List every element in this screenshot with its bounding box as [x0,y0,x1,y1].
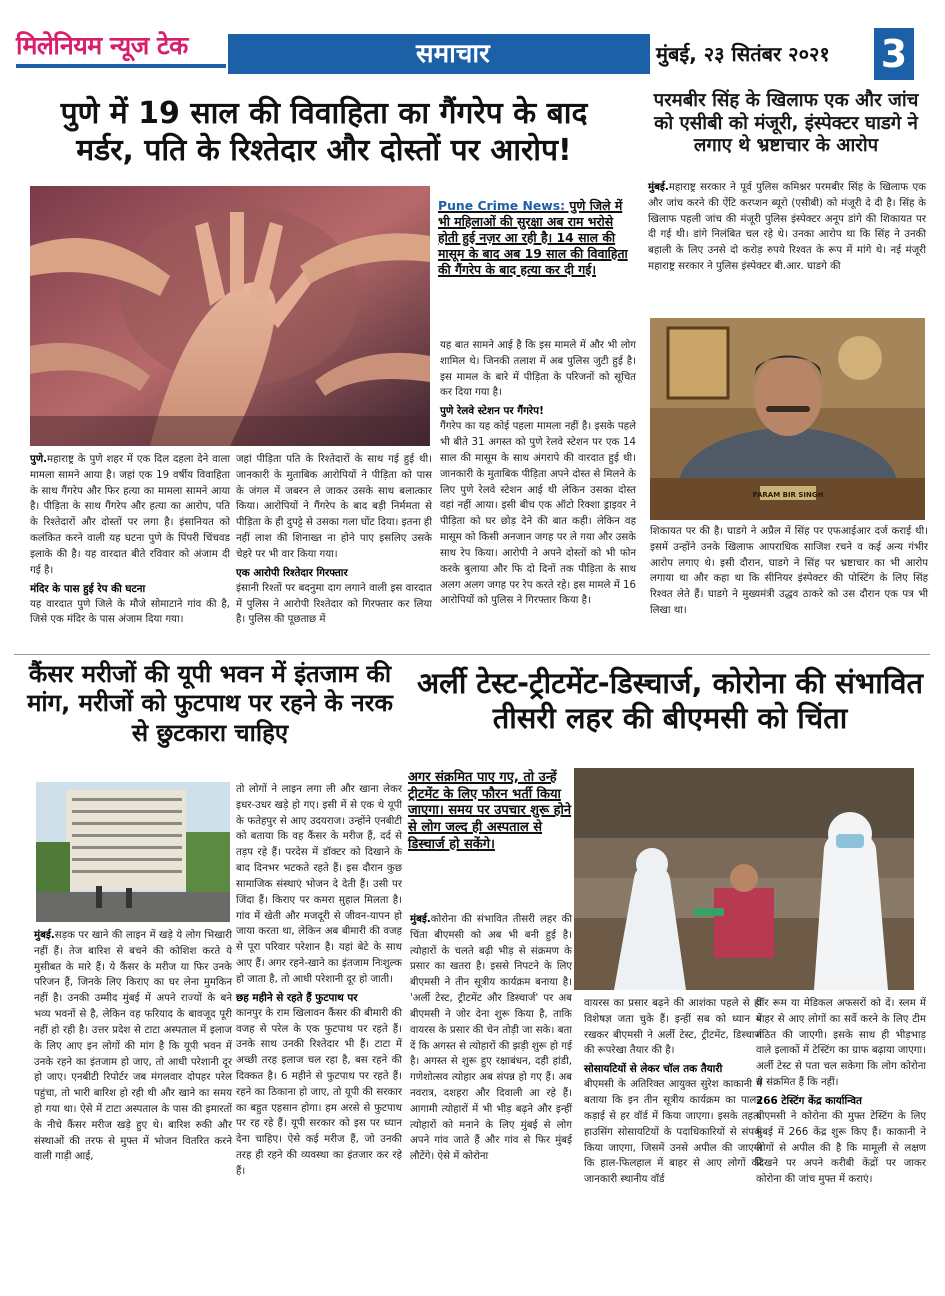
newspaper-brand: मिलेनियम न्यूज टेक [16,31,188,60]
nameplate: PARAM BIR SINGH [752,491,824,499]
main-kicker [438,198,634,277]
main-headline-line1: पुणे में 19 साल की विवाहिता का गैंगरेप के बाद [60,96,588,131]
corona-story-col3 [756,996,926,1188]
kicker-text: पुणे जिले में भी महिलाओं की सुरक्षा अब राम भरोसे होती हुई नज़र आ रही है। 14 साल की मासूम के बाद अब 19 साल की विवाहिता की गैंगरेप के बाद हत्या कर दी गई। [438,198,628,277]
cancer-headline: कैंसर मरीजों की यूपी भवन में इंतजाम की मांग, मरीजों को फुटपाथ पर रहने के नरक से छुटकारा चाहिए [27,660,393,747]
ppe-workers-photo [574,768,914,990]
side-story-photo [650,318,925,520]
corona-story-photo [574,768,914,990]
main-col3-subhead: पुणे रेलवे स्टेशन पर गैंगरेप! [440,405,544,418]
main-col1-subhead: मंदिर के पास हुई रेप की घटना [30,582,146,595]
main-col3-p1: यह बात सामने आई है कि इस मामले में और भी लोग शामिल थे। जिनकी तलाश में अब पुलिस जुटी हुई है। इस मामल के बारे में पीड़िता के परिजनों को सूचित कर दिया गया है। [440,340,636,399]
officer-portrait [650,318,925,520]
corona-col1-p1: कोरोना की संभावित तीसरी लहर की चिंता बीएमसी को अब भी बनी हुई है। त्योहारों के चलते बढ़ी भीड़ से संक्रमण के प्रसार का खतरा है। इससे निपटने के लिए बीएमसी ने तीन सूत्रीय कार्यक्रम बनाया है। 'अर्ली टेस्ट, ट्रीटमेंट और डिस्चार्ज' पर अब बीएमसी ने जोर देना शुरू किया है, ताकि वायरस के प्रसार की चेन तोड़ी जा सके। बता दें कि अगस्त से त्योहारों की झड़ी शुरू हो गई है। अगस्त से शुरू हुए रक्षाबंधन, दही हांडी, गणेशोत्सव त्योहार अब संपन्न हो गए हैं। अब नवरात्र, दशहरा और दिवाली आ रहे हैं। आगामी त्योहारों में भी भीड़ बढ़ने और इन्हीं त्योहारों को मनाने के लिए मुंबई से लोग अपने गांव जाते हैं और गांव से फिर मुंबई लौटेंगे। ऐसे में कोरोना [410,914,572,1163]
corona-headline: अर्ली टेस्ट-ट्रीटमेंट-डिस्चार्ज, कोरोना की संभावित तीसरी लहर की बीएमसी को चिंता [417,666,923,736]
cancer-story-col1 [34,928,232,1165]
masthead [0,0,945,84]
side-headline: परमबीर सिंह के खिलाफ एक और जांच को एसीबी को मंजूरी, इंस्पेक्टर घाडगे ने लगाए थे भ्रष्टाचार के आरोप [653,90,919,157]
side-p2: शिकायत पर की है। घाडगे ने अप्रैल में सिंह पर एफआईआर दर्ज कराई थी। इसमें उन्होंने उनके खिलाफ आपराधिक साजिश रचने व कई अन्य गंभीर आरोप लगाए थे। इसी दौरान, घाडगे ने सिंह पर भ्रष्टाचार का भी आरोप लगाया था और कहा था कि सीनियर इंस्पेक्टर की पोस्टिंग के लिए सिंह रिश्वत लेते हैं। घाडगे ने मुख्यमंत्री उद्धव ठाकरे को उस दौरान एक पत्र भी लिखा था। [650,526,928,617]
main-story-photo [30,186,430,446]
corona-dateline: मुंबई. [410,914,431,925]
cancer-col2-p1: तो लोगों ने लाइन लगा ली और खाना लेकर इधर-उधर खड़े हो गए। इसी में से एक थे यूपी के फतेहपुर से आए उदयराज। उन्होंने एनबीटी को बताया कि वह कैंसर के मरीज हैं, दर्द से तड़प रहे हैं। परदेस में डॉक्टर को दिखाने के बाद दिनभर भटकते रहते हैं। इस दौरान कुछ सामाजिक संस्थाएं भोजन दे देती हैं। उसी पर जिंदा हैं। किराए पर कमरा म़ुहाल मिलता है। गांव में खेती और मजदूरी से जीवन-यापन हो जाया करता था, लेकिन अब बीमारी की वजह से पूरा परिवार परेशान है। यहां बेटे के साथ आए हैं। अगर रहने-खाने का इंतजाम निःशुल्क हो जाता है, तो आधी परेशानी दूर हो जाती। [236,784,402,985]
kicker-label: Pune Crime News: [438,198,566,213]
cancer-col2-subhead: छह महीने से रहते हैं फुटपाथ पर [236,991,358,1004]
side-p1: महाराष्ट्र सरकार ने पूर्व पुलिस कमिश्नर परमबीर सिंह के खिलाफ एक और जांच करने की ऐंटि करप्शन ब्यूरो (एसीबी) को मंजूरी दे दी है। सिंह के खिलाफ पहली जांच की मंजूरी पुलिस इंस्पेक्टर अनूप डांगे की शिकायत पर दी गई थी। डांगे निलंबित चल रहे थे। उनका आरोप था कि सिंह ने उनकी बहाली के लिए उनसे दो करोड़ रुपये रिश्वत के रूप में मांगे थे। नई मंजूरी महाराष्ट्र सरकार ने पुलिस इंस्पेक्टर बी.आर. घाडगे की [648,182,926,273]
main-headline [14,96,634,169]
corona-story-col2 [584,996,762,1188]
building-photo [36,782,230,922]
corona-story-col1 [410,912,572,1165]
page-number: 3 [874,28,914,80]
main-col2-p2: इंसानी रिश्तों पर बदनुमा दाग लगाने वाली इस वारदात में पुलिस ने आरोपी रिश्तेदार को गिरफ्तार कर लिया है। पुलिस की पूछताछ में [236,582,432,626]
kicker-block [438,198,628,277]
brand-underline [16,64,226,68]
main-dateline: पुणे. [30,454,48,465]
divider [14,654,930,655]
cancer-col1-p1: सड़क पर खाने की लाइन में खड़े ये लोग भिखारी नहीं हैं। तेज बारिश से बचने की कोशिश करते ये मुसीबत के मारे हैं। ये कैंसर के मरीज या फिर उनके परिजन हैं, जिनके लिए किराए का घर लेना मुमकिन नहीं है। उनकी उम्मीद मुंबई में अपने राज्यों के बने भव्य भवनों से है, लेकिन वह फरियाद के बावजूद पूरी नहीं हो रही है। उत्तर प्रदेश से टाटा अस्पताल में इलाज के लिए आए इन लोगों की मांग है कि यूपी भवन में उनके रहने का इंतजाम हो जाए, तो आधी परेशानी दूर हो जाए। एनबीटी रिपोर्टर जब मंगलवार दोपहर परेल पहुंचा, तो भारी बारिश हो रही थी और खाने का समय हो गया था। ऐसे में टाटा अस्पताल के पास की इमारतों के नीचे कैंसर मरीज खड़े हुए थे। बारिश रुकी और संस्थाओं की तरफ से मुफ्त में भोजन वितरित करने वाली गाड़ी आई, [34,930,232,1163]
main-col1-p2: यह वारदात पुणे जिले के मौजे सोमाटाने गांव की है, जिसे एक मंदिर के पास अंजाम दिया गया। [30,598,230,626]
side-dateline: मुंबई. [648,182,669,193]
cancer-story-photo [36,782,230,922]
corona-col3-p2: बीएमसी ने कोरोना की मुफ्त टेस्टिंग के लिए मुंबई में 266 केंद्र शुरू किए हैं। काकानी ने लोगों से अपील की है कि मामूली से लक्षण दिखने पर अपने करीबी केंद्रों पर जाकर कोरोना की जांच मुफ्त में कराएं। [756,1111,926,1186]
cancer-story-col2 [236,782,402,1180]
cancer-dateline: मुंबई. [34,930,55,941]
main-col3-p2: गैंगरेप का यह कोई पहला मामला नहीं है। इसके पहले भी बीते 31 अगस्त को पुणे रेलवे स्टेशन पर एक 14 साल की मासूम के साथ अंगरापे की वारदात हुई थी। जानकारी के मुताबिक पीड़िता अपने दोस्त से मिलने के लिए पुणे रेलवे स्टेशन आई थी लेकिन उसका दोस्त वहां नहीं आया। इसी बीच एक ऑटो रिक्शा ड्राइवर ने पीड़िता को घर छोड़ देने की बात कही। लेकिन वह मासूम को किसी अनजान जगह पर ले गया और उसके साथ रेप किया। आरोपी ने अपने दोस्तों को भी फोन करके बुलाया और फि दो दिनों तक पीड़िता के साथ अलग अलग जगह पर रेप करते रहे। इस मामले में 16 आरोपियों को पुलिस ने गिरफ्तार किया है। [440,421,636,607]
main-story-col3 [440,338,636,609]
corona-col3-p1: वॉर रूम या मेडिकल अफसरों को दें। स्लम में बाहर से आए लोगों का सर्वे करने के लिए टीम गठित की जाएगी। इसके साथ ही भीड़भाड़ वाले इलाकों में टेस्टिंग का ग्राफ बढ़ाया जाएगा। अर्ली टेस्ट से पता चल सकेगा कि लोग कोरोना से संक्रमित हैं कि नहीं। [756,998,926,1089]
corona-kicker [408,770,572,853]
main-col2-p1: जहां पीड़िता पति के रिश्तेदारों के साथ गई हुई थी। जानकारी के मुताबिक आरोपियों ने पीड़िता को पास के जंगल में जबरन ले जाकर उसके साथ बलात्कार किया। आरोपियों ने गैंगरेप के बाद बड़ी निर्ममता से पीड़िता के ही दुपट्टे से उसका गला घोंट दिया। इतना ही नहीं लाश की शिनाख्त ना होने पाए इसलिए उसके चेहरे पर भी वार किया गया। [236,454,432,560]
main-headline-line2: मर्डर, पति के रिश्तेदार और दोस्तों पर आरोप! [76,132,572,168]
main-story-col1 [30,452,230,628]
main-story-col2 [236,452,432,628]
corona-col2-subhead: सोसायटियों से लेकर चॉल तक तैयारी [584,1063,723,1076]
corona-kicker-text: अगर संक्रमित पाए गए, तो उन्हें ट्रीटमेंट के लिए फौरन भर्ती किया जाएगा। समय पर उपचार शुरू होने से लोग जल्द ही अस्पताल से डिस्चार्ज हो सकेंगे। [408,770,572,852]
hands-illustration [30,186,430,446]
main-col2-subhead: एक आरोपी रिश्तेदार गिरफ्तार [236,566,348,579]
corona-col2-p2: बीएमसी के अतिरिक्त आयुक्त सुरेश काकानी ने बताया कि इन तीन सूत्रीय कार्यक्रम का पालन कड़ाई से हर वॉर्ड में किया जाएगा। इसके तहत, हाउसिंग सोसायटियों के पदाधिकारियों से संपर्क किया जाएगा, जिसमें उनसे अपील की जाएगी कि हाल-फिलहाल में बाहर से आए लोगों की जानकारी स्थानीय वॉर्ड [584,1079,762,1186]
side-story-p1 [648,180,926,275]
corona-col2-p1: वायरस का प्रसार बढ़ने की आशंका पहले से ही विशेषज्ञ जता चुके हैं। इन्हीं सब को ध्यान में रखकर बीएमसी ने अर्ली टेस्ट, ट्रीटमेंट, डिस्चार्ज की रूपरेखा तैयार की है। [584,998,762,1057]
cancer-col2-p2: कानपुर के राम खिलावन कैंसर की बीमारी की वजह से परेल के एक फुटपाथ पर रहते हैं। उनके साथ उनकी रिश्तेदार भी हैं। टाटा में अच्छी तरह इलाज चल रहा है, बस रहने की दिक्कत है। 6 महीने से फुटपाथ पर रहते हैं। रहने का ठिकाना हो जाए, तो यूपी की सरकार का बहुत एहसान होगा। हम अरसे से फुटपाथ पर रह रहे हैं। यूपी सरकार को इस पर ध्यान देना चाहिए। ऐसे कई मरीज हैं, जो उनकी तरह ही रहने की व्यवस्था का इंतजार कर रहे हैं। [236,1007,402,1177]
side-story-p2 [650,524,928,619]
corona-col3-subhead: 266 टेस्टिंग केंद्र कार्यान्वित [756,1094,862,1107]
main-col1-p1: महाराष्ट्र के पुणे शहर में एक दिल दहला देने वाला मामला सामने आया है। जहां एक 19 वर्षीय विवाहिता के साथ गैंगरेप और फिर हत्या का मामला सामने आया है। पीड़िता के साथ गैंगरेप और हत्या का आरोप, पति के रिश्तेदारों और दोस्तों पर लगा है। इंसानियत को कलंकित करने वाली यह घटना पुणे के पिंपरी चिंचवड इलाके की है। यह वारदात बीते रविवार को अंजाम दी गई है। [30,454,230,576]
dateline: मुंबई, २३ सितंबर २०२१ [656,42,830,66]
section-title: समाचार [228,34,650,74]
